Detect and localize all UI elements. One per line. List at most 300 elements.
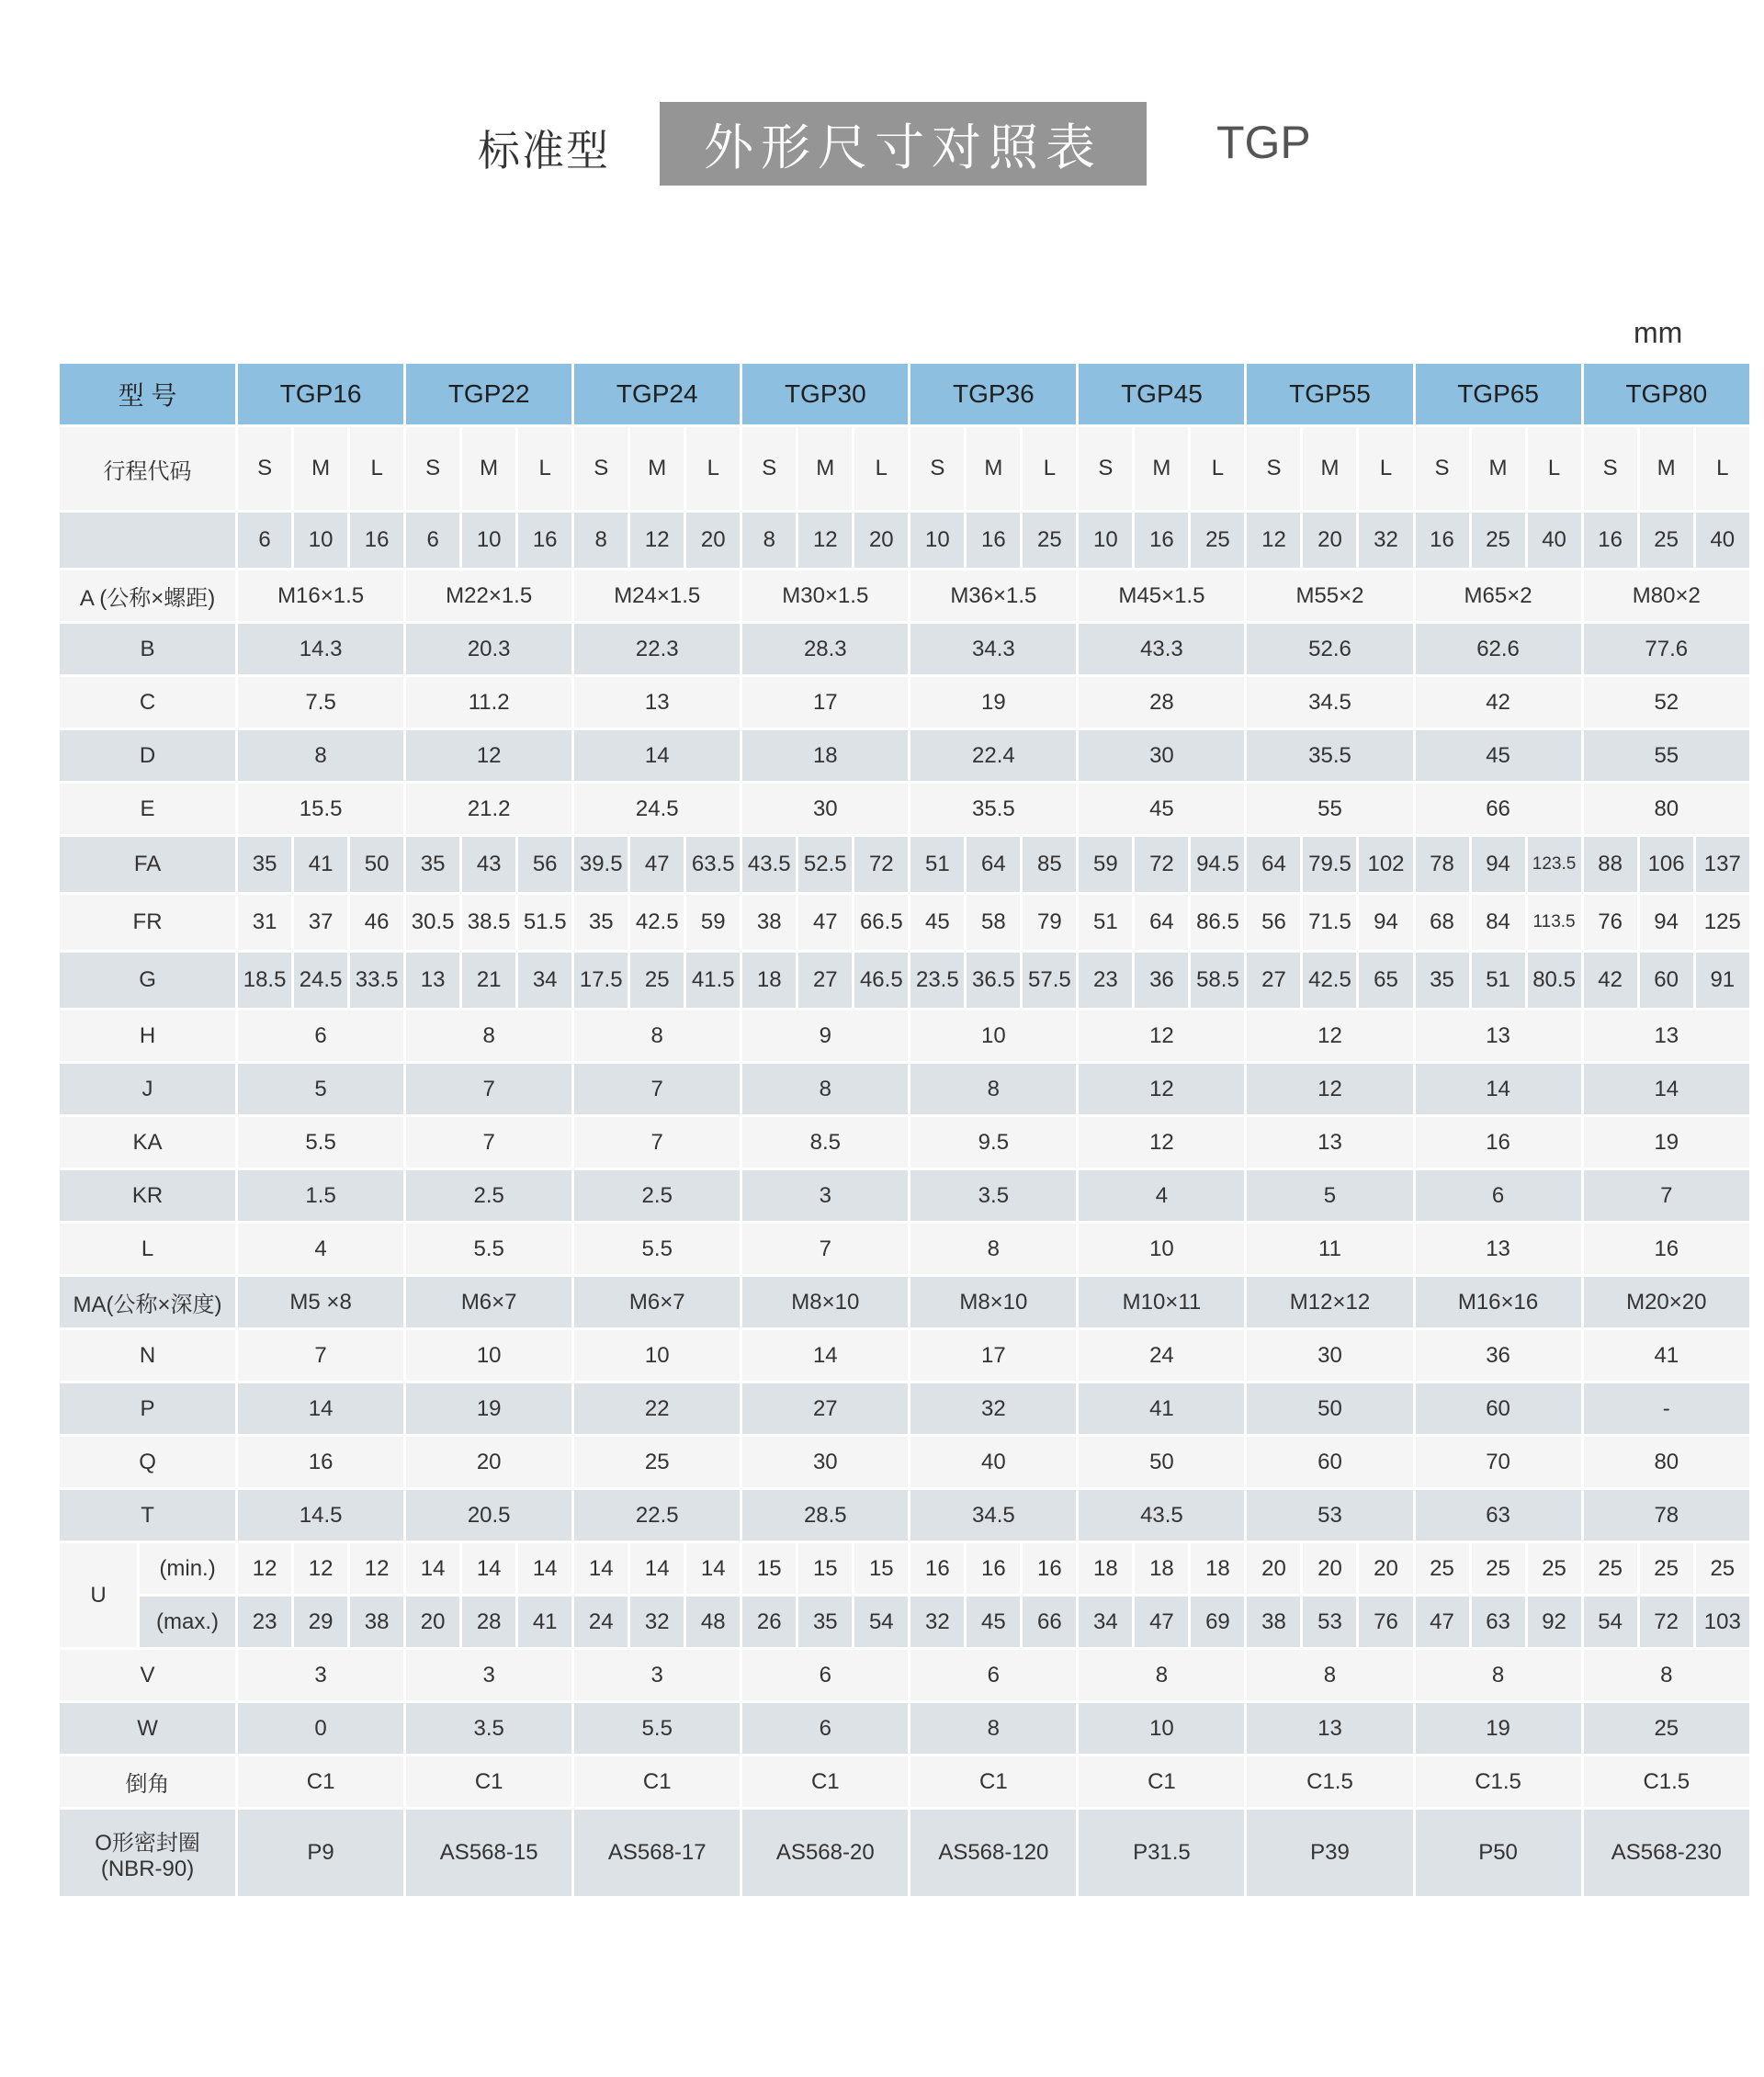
- table-cell: 35: [405, 836, 461, 894]
- table-cell: 32: [629, 1596, 685, 1649]
- table-cell: 25: [1526, 1542, 1582, 1596]
- table-cell: 12: [237, 1542, 293, 1596]
- table-cell: 14: [685, 1542, 741, 1596]
- table-cell: S: [741, 426, 797, 512]
- table-cell: C1: [910, 1755, 1078, 1809]
- table-cell: 125: [1694, 894, 1750, 952]
- table-cell: M: [629, 426, 685, 512]
- table-cell: 58: [966, 894, 1022, 952]
- table-cell: 32: [1358, 512, 1414, 570]
- table-cell: 11.2: [405, 676, 573, 729]
- table-cell: 34.5: [1246, 676, 1414, 729]
- table-cell: S: [573, 426, 629, 512]
- table-cell: P31.5: [1078, 1809, 1246, 1898]
- table-cell: M5 ×8: [237, 1276, 405, 1329]
- table-cell: 19: [1414, 1702, 1582, 1755]
- table-cell: 35: [573, 894, 629, 952]
- table-cell: 3: [237, 1649, 405, 1702]
- table-cell: 23: [237, 1596, 293, 1649]
- table-row: [59, 1276, 1751, 1329]
- table-cell: 6: [405, 512, 461, 570]
- table-cell: 28.5: [741, 1489, 910, 1542]
- unit-label: mm: [1634, 316, 1683, 349]
- table-cell: 6: [741, 1649, 910, 1702]
- row-label: J: [59, 1063, 237, 1116]
- table-cell: 25: [1414, 1542, 1470, 1596]
- table-cell: 12: [1078, 1116, 1246, 1169]
- table-cell: 14: [517, 1542, 573, 1596]
- table-cell: 1.5: [237, 1169, 405, 1223]
- table-cell: 6: [237, 1010, 405, 1063]
- table-cell: 24: [1078, 1329, 1246, 1383]
- table-cell: C1: [237, 1755, 405, 1809]
- table-cell: 50: [349, 836, 405, 894]
- table-cell: 63.5: [685, 836, 741, 894]
- table-cell: 8: [405, 1010, 573, 1063]
- model-header-label: 型 号: [59, 363, 237, 426]
- table-row: [59, 1702, 1751, 1755]
- table-cell: 17.5: [573, 952, 629, 1010]
- table-cell: 12: [629, 512, 685, 570]
- header-title: 外形尺寸对照表: [704, 119, 1102, 176]
- table-cell: 16: [237, 1436, 405, 1489]
- table-cell: M: [1302, 426, 1358, 512]
- table-cell: 54: [854, 1596, 910, 1649]
- row-label: U: [59, 1542, 139, 1649]
- row-label: A (公称×螺距): [59, 570, 237, 623]
- table-row: [59, 1116, 1751, 1169]
- row-label: L: [59, 1223, 237, 1276]
- table-cell: L: [349, 426, 405, 512]
- table-cell: 3.5: [405, 1702, 573, 1755]
- table-cell: 12: [405, 729, 573, 783]
- table-cell: 38: [349, 1596, 405, 1649]
- table-cell: 22: [573, 1383, 741, 1436]
- table-cell: S: [237, 426, 293, 512]
- table-cell: 13: [405, 952, 461, 1010]
- table-cell: 10: [910, 512, 966, 570]
- seal-label-line1: O形密封圈: [95, 1830, 200, 1856]
- table-cell: 7: [573, 1116, 741, 1169]
- u-min-label: (min.): [139, 1542, 237, 1596]
- table-cell: 94.5: [1190, 836, 1246, 894]
- table-row: [59, 1010, 1751, 1063]
- header-left-label: 标准型: [478, 126, 610, 175]
- table-cell: 40: [1526, 512, 1582, 570]
- row-label: P: [59, 1383, 237, 1436]
- table-cell: 22.5: [573, 1489, 741, 1542]
- table-cell: 7: [573, 1063, 741, 1116]
- table-cell: 51: [1078, 894, 1134, 952]
- table-cell: 94: [1638, 894, 1694, 952]
- table-cell: 52.5: [797, 836, 854, 894]
- table-row: [59, 1489, 1751, 1542]
- table-cell: 41: [517, 1596, 573, 1649]
- row-label: KA: [59, 1116, 237, 1169]
- table-cell: 16: [1022, 1542, 1078, 1596]
- table-cell: 123.5: [1526, 836, 1582, 894]
- table-row: [59, 836, 1751, 894]
- table-cell: 18: [741, 952, 797, 1010]
- table-cell: 12: [797, 512, 854, 570]
- table-cell: M16×16: [1414, 1276, 1582, 1329]
- table-row: [59, 783, 1751, 836]
- table-cell: AS568-230: [1582, 1809, 1750, 1898]
- table-cell: 16: [1414, 512, 1470, 570]
- table-cell: 64: [966, 836, 1022, 894]
- table-cell: 47: [797, 894, 854, 952]
- table-cell: M80×2: [1582, 570, 1750, 623]
- table-cell: 34: [517, 952, 573, 1010]
- table-cell: 13: [1414, 1223, 1582, 1276]
- table-cell: 10: [461, 512, 517, 570]
- table-cell: 20: [1302, 512, 1358, 570]
- model-header: TGP36: [910, 363, 1078, 426]
- table-cell: 12: [1078, 1010, 1246, 1063]
- table-cell: 59: [685, 894, 741, 952]
- table-cell: 16: [966, 512, 1022, 570]
- table-cell: 80: [1582, 1436, 1750, 1489]
- table-cell: L: [1694, 426, 1750, 512]
- table-cell: 7.5: [237, 676, 405, 729]
- table-cell: 20: [405, 1436, 573, 1489]
- table-cell: 15.5: [237, 783, 405, 836]
- table-cell: S: [405, 426, 461, 512]
- table-cell: 47: [629, 836, 685, 894]
- table-cell: 80.5: [1526, 952, 1582, 1010]
- table-cell: 25: [1582, 1542, 1638, 1596]
- table-cell: 8: [1078, 1649, 1246, 1702]
- table-cell: 60: [1414, 1383, 1582, 1436]
- table-header-row: [59, 363, 1751, 426]
- table-cell: 20.5: [405, 1489, 573, 1542]
- table-cell: 43: [461, 836, 517, 894]
- table-cell: 9: [741, 1010, 910, 1063]
- model-header: TGP65: [1414, 363, 1582, 426]
- table-cell: 33.5: [349, 952, 405, 1010]
- table-cell: 8: [237, 729, 405, 783]
- table-cell: L: [1190, 426, 1246, 512]
- table-cell: 14: [405, 1542, 461, 1596]
- table-cell: 8: [910, 1702, 1078, 1755]
- table-cell: 13: [1246, 1116, 1414, 1169]
- table-cell: S: [1582, 426, 1638, 512]
- table-cell: AS568-120: [910, 1809, 1078, 1898]
- table-cell: 34.5: [910, 1489, 1078, 1542]
- table-cell: 85: [1022, 836, 1078, 894]
- dimension-table: [57, 361, 1752, 1899]
- table-cell: 41: [1078, 1383, 1246, 1436]
- table-cell: M36×1.5: [910, 570, 1078, 623]
- table-cell: 16: [910, 1542, 966, 1596]
- table-cell: 14: [573, 729, 741, 783]
- table-cell: M16×1.5: [237, 570, 405, 623]
- table-cell: 35: [1414, 952, 1470, 1010]
- table-cell: M12×12: [1246, 1276, 1414, 1329]
- table-cell: S: [910, 426, 966, 512]
- table-cell: 12: [349, 1542, 405, 1596]
- table-cell: M24×1.5: [573, 570, 741, 623]
- table-cell: 18.5: [237, 952, 293, 1010]
- table-cell: 60: [1638, 952, 1694, 1010]
- table-cell: 10: [1078, 512, 1134, 570]
- table-cell: 80: [1582, 783, 1750, 836]
- table-cell: 84: [1470, 894, 1526, 952]
- table-cell: 59: [1078, 836, 1134, 894]
- table-cell: 46: [349, 894, 405, 952]
- table-cell: 41: [293, 836, 349, 894]
- table-cell: 51: [1470, 952, 1526, 1010]
- table-cell: 5.5: [573, 1702, 741, 1755]
- table-cell: -: [1582, 1383, 1750, 1436]
- table-cell: M8×10: [910, 1276, 1078, 1329]
- table-cell: 56: [517, 836, 573, 894]
- row-label: D: [59, 729, 237, 783]
- table-cell: 30: [1246, 1329, 1414, 1383]
- table-cell: C1: [1078, 1755, 1246, 1809]
- table-cell: 94: [1470, 836, 1526, 894]
- row-label: E: [59, 783, 237, 836]
- row-label: FR: [59, 894, 237, 952]
- table-cell: 14: [237, 1383, 405, 1436]
- table-cell: 23.5: [910, 952, 966, 1010]
- table-cell: M22×1.5: [405, 570, 573, 623]
- table-cell: 52: [1582, 676, 1750, 729]
- seal-label-line2: (NBR-90): [100, 1856, 195, 1881]
- table-cell: 36.5: [966, 952, 1022, 1010]
- table-cell: 21: [461, 952, 517, 1010]
- table-cell: 35.5: [1246, 729, 1414, 783]
- table-cell: 6: [910, 1649, 1078, 1702]
- table-cell: 39.5: [573, 836, 629, 894]
- model-header: TGP16: [237, 363, 405, 426]
- table-cell: 45: [910, 894, 966, 952]
- header-right-label: TGP: [1216, 117, 1311, 168]
- table-cell: 0: [237, 1702, 405, 1755]
- table-cell: 48: [685, 1596, 741, 1649]
- table-cell: M10×11: [1078, 1276, 1246, 1329]
- table-cell: P9: [237, 1809, 405, 1898]
- table-cell: 7: [405, 1116, 573, 1169]
- table-cell: C1: [405, 1755, 573, 1809]
- table-cell: 113.5: [1526, 894, 1582, 952]
- table-cell: 17: [741, 676, 910, 729]
- table-cell: 60: [1246, 1436, 1414, 1489]
- table-cell: 66.5: [854, 894, 910, 952]
- table-cell: 76: [1358, 1596, 1414, 1649]
- table-row: [59, 1383, 1751, 1436]
- table-cell: 25: [1582, 1702, 1750, 1755]
- table-row: [59, 512, 1751, 570]
- table-cell: 16: [1582, 512, 1638, 570]
- table-cell: 53: [1246, 1489, 1414, 1542]
- table-row: [59, 1169, 1751, 1223]
- table-cell: 47: [1414, 1596, 1470, 1649]
- table-cell: 10: [1078, 1702, 1246, 1755]
- table-cell: M6×7: [573, 1276, 741, 1329]
- table-cell: 45: [1078, 783, 1246, 836]
- table-cell: 18: [1134, 1542, 1190, 1596]
- table-cell: 14: [629, 1542, 685, 1596]
- table-cell: M65×2: [1414, 570, 1582, 623]
- table-cell: 32: [910, 1383, 1078, 1436]
- table-cell: 68: [1414, 894, 1470, 952]
- row-label: N: [59, 1329, 237, 1383]
- table-cell: 2.5: [405, 1169, 573, 1223]
- table-cell: 50: [1246, 1383, 1414, 1436]
- table-cell: 30: [741, 783, 910, 836]
- table-cell: 12: [1246, 512, 1302, 570]
- table-cell: 45: [1414, 729, 1582, 783]
- row-label: KR: [59, 1169, 237, 1223]
- table-cell: 5.5: [237, 1116, 405, 1169]
- table-cell: L: [517, 426, 573, 512]
- table-cell: 8: [573, 1010, 741, 1063]
- model-header: TGP24: [573, 363, 741, 426]
- table-cell: 29: [293, 1596, 349, 1649]
- table-cell: 65: [1358, 952, 1414, 1010]
- table-cell: 58.5: [1190, 952, 1246, 1010]
- table-cell: 25: [573, 1436, 741, 1489]
- row-label: C: [59, 676, 237, 729]
- table-cell: 45: [966, 1596, 1022, 1649]
- table-row: [59, 894, 1751, 952]
- table-cell: 86.5: [1190, 894, 1246, 952]
- model-header: TGP55: [1246, 363, 1414, 426]
- table-cell: L: [685, 426, 741, 512]
- table-cell: M: [293, 426, 349, 512]
- table-cell: M: [966, 426, 1022, 512]
- table-cell: 137: [1694, 836, 1750, 894]
- table-row: [59, 426, 1751, 512]
- table-cell: 40: [1694, 512, 1750, 570]
- table-cell: 52.6: [1246, 623, 1414, 676]
- table-cell: 55: [1246, 783, 1414, 836]
- table-cell: M: [797, 426, 854, 512]
- table-cell: 46.5: [854, 952, 910, 1010]
- table-cell: 7: [405, 1063, 573, 1116]
- table-cell: 30: [1078, 729, 1246, 783]
- table-cell: 79: [1022, 894, 1078, 952]
- table-cell: 25: [1022, 512, 1078, 570]
- table-cell: 8: [741, 512, 797, 570]
- table-cell: 23: [1078, 952, 1134, 1010]
- table-cell: 27: [797, 952, 854, 1010]
- table-cell: 94: [1358, 894, 1414, 952]
- table-cell: 25: [1694, 1542, 1750, 1596]
- table-cell: 72: [1134, 836, 1190, 894]
- table-cell: 76: [1582, 894, 1638, 952]
- table-cell: 30: [741, 1436, 910, 1489]
- table-cell: 71.5: [1302, 894, 1358, 952]
- table-cell: 22.3: [573, 623, 741, 676]
- table-cell: 16: [1134, 512, 1190, 570]
- table-cell: 13: [573, 676, 741, 729]
- table-cell: 8: [1246, 1649, 1414, 1702]
- table-cell: 64: [1246, 836, 1302, 894]
- row-label: V: [59, 1649, 237, 1702]
- table-cell: M45×1.5: [1078, 570, 1246, 623]
- table-row: [59, 1596, 1751, 1649]
- table-cell: 14.5: [237, 1489, 405, 1542]
- table-cell: 35: [237, 836, 293, 894]
- table-row: [59, 1063, 1751, 1116]
- table-cell: 64: [1134, 894, 1190, 952]
- table-cell: 3: [573, 1649, 741, 1702]
- table-cell: M55×2: [1246, 570, 1414, 623]
- table-cell: 70: [1414, 1436, 1582, 1489]
- table-cell: 16: [966, 1542, 1022, 1596]
- table-cell: 12: [293, 1542, 349, 1596]
- table-cell: 5.5: [405, 1223, 573, 1276]
- table-cell: C1.5: [1582, 1755, 1750, 1809]
- row-label: W: [59, 1702, 237, 1755]
- table-cell: 78: [1582, 1489, 1750, 1542]
- table-cell: 62.6: [1414, 623, 1582, 676]
- table-cell: 26: [741, 1596, 797, 1649]
- table-cell: 16: [349, 512, 405, 570]
- table-row: [59, 676, 1751, 729]
- table-cell: 38.5: [461, 894, 517, 952]
- table-row: [59, 570, 1751, 623]
- table-cell: 25: [1470, 512, 1526, 570]
- table-row: [59, 952, 1751, 1010]
- table-cell: 8: [741, 1063, 910, 1116]
- table-cell: 4: [1078, 1169, 1246, 1223]
- table-cell: 103: [1694, 1596, 1750, 1649]
- table-cell: 5: [1246, 1169, 1414, 1223]
- table-cell: 25: [1190, 512, 1246, 570]
- table-cell: L: [854, 426, 910, 512]
- table-cell: 50: [1078, 1436, 1246, 1489]
- table-cell: 43.3: [1078, 623, 1246, 676]
- table-cell: 35: [797, 1596, 854, 1649]
- table-cell: 38: [741, 894, 797, 952]
- seal-row-label: [59, 1809, 237, 1898]
- table-cell: 55: [1582, 729, 1750, 783]
- table-cell: 15: [854, 1542, 910, 1596]
- table-cell: 34: [1078, 1596, 1134, 1649]
- table-cell: M: [461, 426, 517, 512]
- table-cell: 91: [1694, 952, 1750, 1010]
- table-cell: AS568-15: [405, 1809, 573, 1898]
- table-cell: 56: [1246, 894, 1302, 952]
- row-label-empty: [59, 512, 237, 570]
- row-label: 行程代码: [59, 426, 237, 512]
- table-cell: 15: [797, 1542, 854, 1596]
- table-cell: 25: [629, 952, 685, 1010]
- model-header: TGP45: [1078, 363, 1246, 426]
- table-cell: 30.5: [405, 894, 461, 952]
- table-cell: 78: [1414, 836, 1470, 894]
- table-cell: 8: [910, 1223, 1078, 1276]
- table-cell: 6: [741, 1702, 910, 1755]
- table-cell: M: [1638, 426, 1694, 512]
- table-cell: 42.5: [629, 894, 685, 952]
- model-header: TGP22: [405, 363, 573, 426]
- table-cell: 14: [461, 1542, 517, 1596]
- table-cell: 3: [741, 1169, 910, 1223]
- table-cell: 42: [1582, 952, 1638, 1010]
- table-cell: S: [1414, 426, 1470, 512]
- table-cell: L: [1358, 426, 1414, 512]
- table-cell: 8: [1582, 1649, 1750, 1702]
- table-cell: 19: [1582, 1116, 1750, 1169]
- table-cell: 27: [1246, 952, 1302, 1010]
- row-label: B: [59, 623, 237, 676]
- table-cell: 14: [741, 1329, 910, 1383]
- table-cell: 8: [1414, 1649, 1582, 1702]
